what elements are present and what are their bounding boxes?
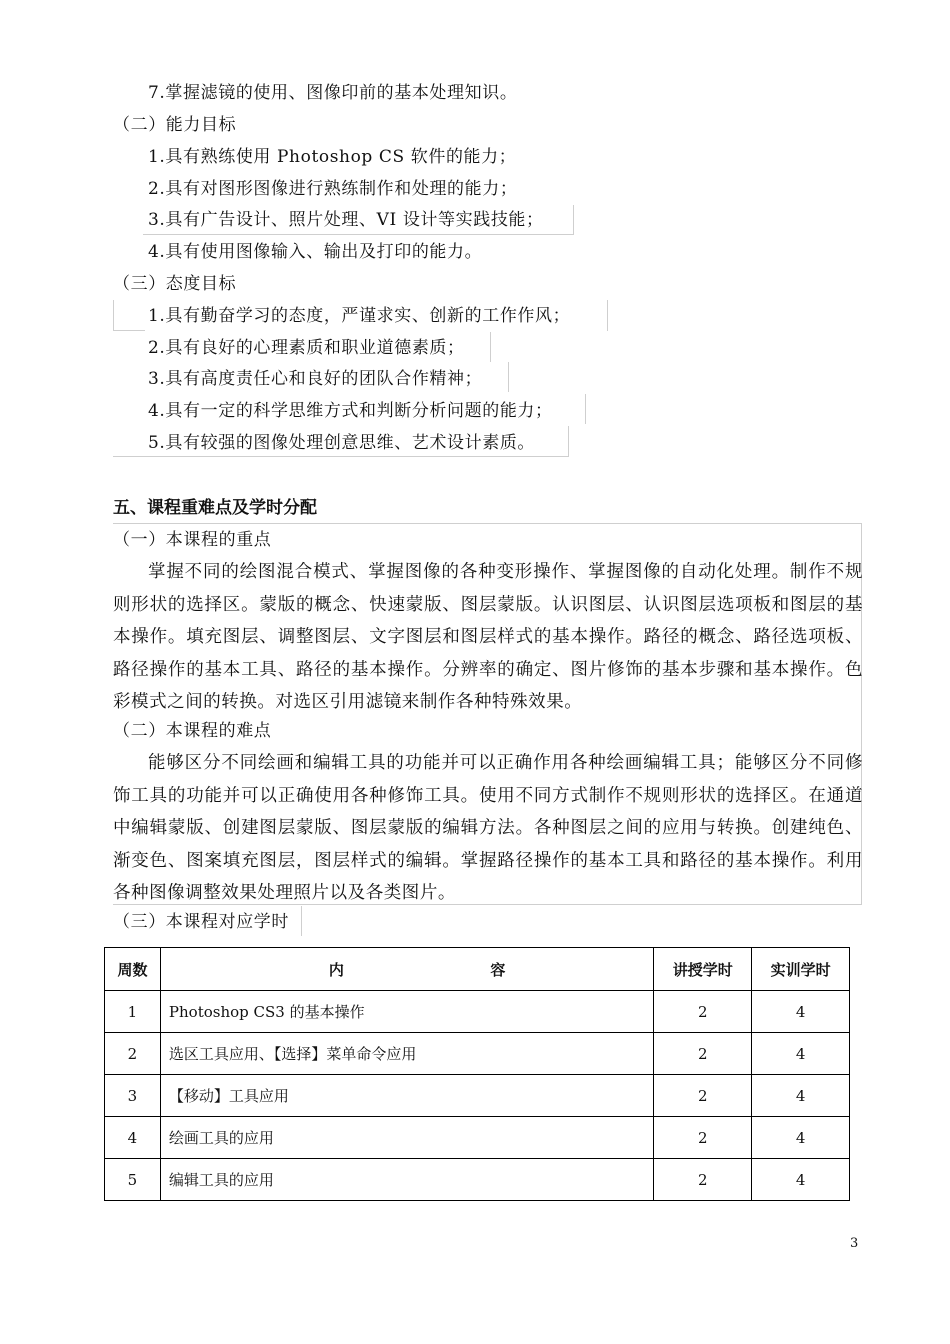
ability-goal-1: 1.具有熟练使用 Photoshop CS 软件的能力； bbox=[148, 147, 517, 167]
attitude-goal-5: 5.具有较强的图像处理创意思维、艺术设计素质。 bbox=[148, 433, 536, 453]
attitude-goals-title: （三）态度目标 bbox=[113, 274, 237, 294]
row-practice: 4 bbox=[752, 1033, 850, 1075]
key-points-title: （一）本课程的重点 bbox=[113, 530, 272, 550]
section-title: 五、课程重难点及学时分配 bbox=[113, 498, 317, 518]
table-row bbox=[105, 1159, 850, 1201]
hours-title: （三）本课程对应学时 bbox=[113, 912, 289, 932]
text-frame bbox=[508, 362, 509, 392]
header-content-right: 容 bbox=[490, 960, 506, 979]
row-practice: 4 bbox=[752, 991, 850, 1033]
row-practice: 4 bbox=[752, 1159, 850, 1201]
row-content: Photoshop CS3 的基本操作 bbox=[160, 991, 654, 1033]
text-frame bbox=[113, 330, 145, 331]
table-row bbox=[105, 991, 850, 1033]
key-points-text: 掌握不同的绘图混合模式、掌握图像的各种变形操作、掌握图像的自动化处理。制作不规则形状的选择区。蒙版的概念、快速蒙版、图层蒙版。认识图层、认识图层选项板和图层的基本操作。填充图层、调整图层、文字图层和图层样式的基本操作。路径的概念、路径选项板、路径操作的基本工具、路径的基本操作。分辨率的确定、图片修饰的基本步骤和基本操作。色彩模式之间的转换。对选区引用滤镜来制作各种特殊效果。 bbox=[113, 562, 863, 712]
row-week: 3 bbox=[105, 1075, 161, 1117]
table-header-row bbox=[105, 948, 850, 991]
header-lecture-hours: 讲授学时 bbox=[654, 948, 752, 991]
text-frame bbox=[585, 394, 586, 424]
row-lecture: 2 bbox=[654, 1075, 752, 1117]
row-lecture: 2 bbox=[654, 1117, 752, 1159]
ability-goal-4: 4.具有使用图像输入、输出及打印的能力。 bbox=[148, 242, 483, 262]
table-row bbox=[105, 1075, 850, 1117]
ability-goal-2: 2.具有对图形图像进行熟练制作和处理的能力； bbox=[148, 179, 518, 199]
attitude-goal-4: 4.具有一定的科学思维方式和判断分析问题的能力； bbox=[148, 401, 553, 421]
row-lecture: 2 bbox=[654, 991, 752, 1033]
row-week: 1 bbox=[105, 991, 161, 1033]
header-content-left: 内 bbox=[328, 960, 344, 979]
attitude-goal-2: 2.具有良好的心理素质和职业道德素质； bbox=[148, 338, 465, 358]
row-lecture: 2 bbox=[654, 1159, 752, 1201]
difficult-points-title: （二）本课程的难点 bbox=[113, 721, 272, 741]
text-frame bbox=[490, 332, 491, 362]
row-content: 【移动】工具应用 bbox=[160, 1075, 654, 1117]
header-practice-hours: 实训学时 bbox=[752, 948, 850, 991]
ability-goals-title: （二）能力目标 bbox=[113, 115, 237, 135]
header-content bbox=[160, 948, 654, 991]
row-practice: 4 bbox=[752, 1117, 850, 1159]
ability-goal-3: 3.具有广告设计、照片处理、VI 设计等实践技能； bbox=[148, 210, 544, 230]
row-week: 4 bbox=[105, 1117, 161, 1159]
row-content: 编辑工具的应用 bbox=[160, 1159, 654, 1201]
header-week: 周数 bbox=[105, 948, 161, 991]
row-content: 绘画工具的应用 bbox=[160, 1117, 654, 1159]
attitude-goal-1: 1.具有勤奋学习的态度，严谨求实、创新的工作作风； bbox=[148, 306, 571, 326]
difficult-points-text: 能够区分不同绘画和编辑工具的功能并可以正确作用各种绘画编辑工具；能够区分不同修饰工具的功能并可以正确使用各种修饰工具。使用不同方式制作不规则形状的选择区。在通道中编辑蒙版、创建图层蒙版、图层蒙版的编辑方法。各种图层之间的应用与转换。创建纯色、渐变色、图案填充图层，图层样式的编辑。掌握路径操作的基本工具和路径的基本操作。利用各种图像调整效果处理照片以及各类图片。 bbox=[113, 753, 863, 903]
row-lecture: 2 bbox=[654, 1033, 752, 1075]
course-hours-table bbox=[104, 947, 850, 1201]
row-week: 5 bbox=[105, 1159, 161, 1201]
row-practice: 4 bbox=[752, 1075, 850, 1117]
page-number: 3 bbox=[850, 1236, 859, 1251]
knowledge-goal-7: 7.掌握滤镜的使用、图像印前的基本处理知识。 bbox=[148, 83, 518, 103]
attitude-goal-3: 3.具有高度责任心和良好的团队合作精神； bbox=[148, 369, 483, 389]
table-row bbox=[105, 1117, 850, 1159]
table-row bbox=[105, 1033, 850, 1075]
row-week: 2 bbox=[105, 1033, 161, 1075]
row-content: 选区工具应用、【选择】菜单命令应用 bbox=[160, 1033, 654, 1075]
